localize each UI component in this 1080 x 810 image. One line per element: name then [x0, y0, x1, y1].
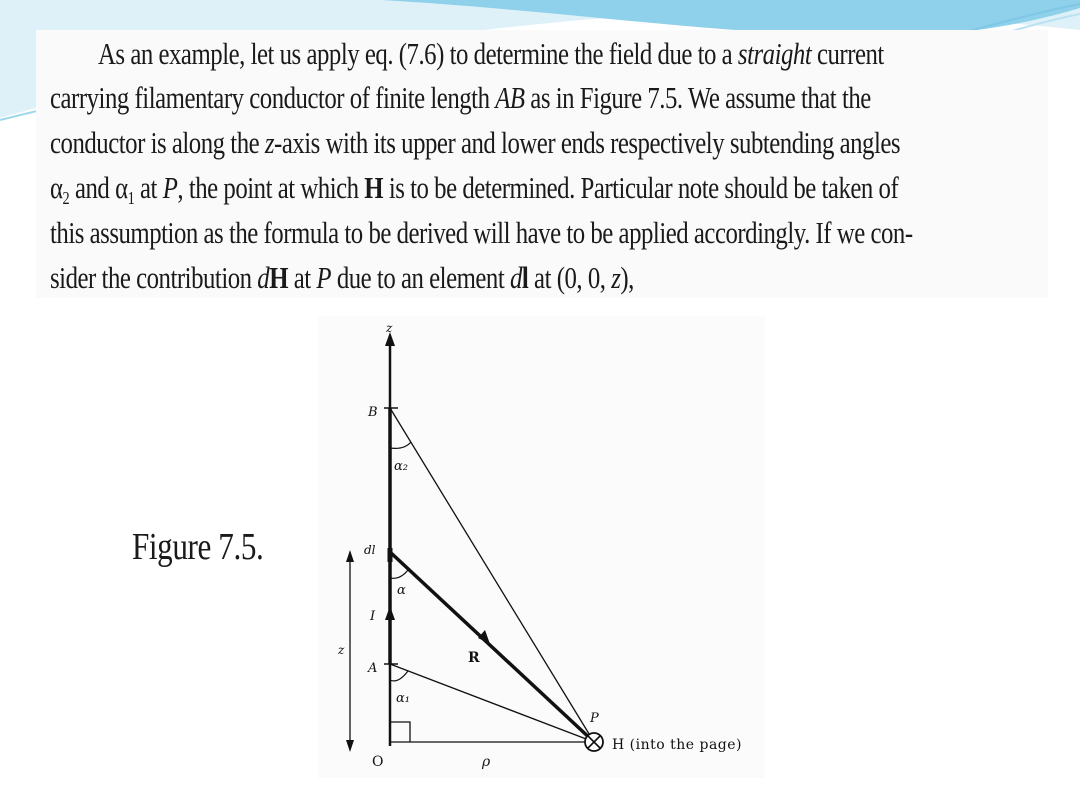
paragraph-line-5: this assumption as the formula to be derived will have to be applied accordingly. If we con-	[50, 215, 913, 250]
right-angle-marker	[390, 722, 410, 742]
label-alpha1: α₁	[396, 691, 410, 706]
label-H-into-page: H (into the page)	[612, 737, 743, 753]
label-B: B	[368, 405, 378, 420]
angle-alpha2-arc	[390, 442, 411, 448]
paragraph-line-6: sider the contribution dH at P due to an element dl at (0, 0, z),	[50, 260, 634, 295]
paragraph-line-2: carrying filamentary conductor of finite length AB as in Figure 7.5. We assume that the	[50, 80, 871, 115]
label-z-dimension: z	[338, 643, 345, 657]
line-B-to-P	[390, 408, 594, 742]
label-P: P	[590, 711, 599, 726]
label-R: R	[468, 650, 480, 666]
label-alpha: α	[397, 583, 406, 598]
vector-R	[390, 552, 594, 742]
z-dimension-arrow-down	[346, 740, 354, 752]
z-axis-label: z	[386, 321, 393, 335]
scanned-paragraph	[36, 30, 1048, 298]
label-dl: dl	[364, 543, 376, 557]
angle-alpha1-arc	[390, 671, 408, 681]
label-alpha2: α₂	[394, 459, 408, 474]
paragraph-line-1: As an example, let us apply eq. (7.6) to determine the field due to a straight current	[98, 36, 884, 71]
paragraph-line-3: conductor is along the z-axis with its upper and lower ends respectively subtending angles	[50, 125, 901, 160]
label-rho: ρ	[482, 754, 491, 770]
figure-diagram	[318, 316, 765, 778]
z-dimension-arrow-up	[346, 550, 354, 562]
line-A-to-P	[390, 664, 594, 742]
label-A: A	[368, 661, 378, 676]
current-arrowhead	[385, 606, 395, 620]
conductor-geometry-svg	[318, 316, 765, 778]
figure-caption: Figure 7.5.	[132, 526, 264, 568]
label-I: I	[370, 609, 376, 624]
label-O: O	[372, 754, 384, 770]
angle-alpha-arc	[390, 570, 408, 578]
paragraph-line-4: $\alpha_2$ and $\alpha_1$ at P, the point at which H is to be determined. Particular note should be taken of	[50, 170, 899, 208]
